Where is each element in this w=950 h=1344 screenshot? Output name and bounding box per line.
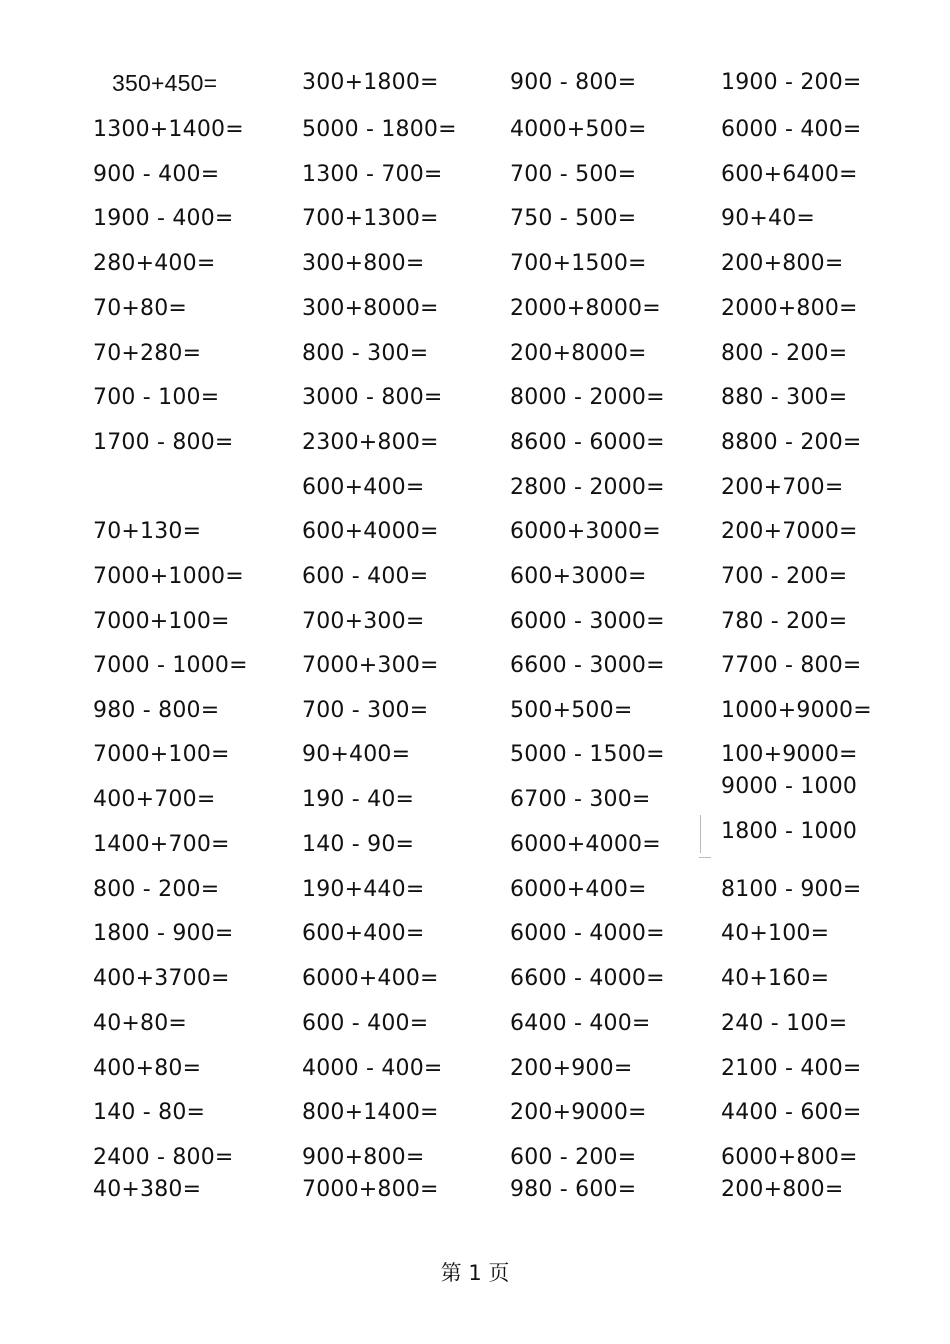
- arithmetic-problem: 7000 - 1000=: [93, 653, 248, 678]
- arithmetic-problem: 600+3000=: [510, 564, 647, 589]
- arithmetic-problem: 8100 - 900=: [721, 877, 862, 902]
- arithmetic-problem: 200+7000=: [721, 519, 858, 544]
- arithmetic-problem: 40+100=: [721, 921, 830, 946]
- arithmetic-problem: 900 - 400=: [93, 162, 220, 187]
- arithmetic-problem: 3000 - 800=: [302, 385, 443, 410]
- arithmetic-problem: 6000+4000=: [510, 832, 661, 857]
- arithmetic-problem: 900+800=: [302, 1145, 425, 1170]
- arithmetic-problem: 6600 - 3000=: [510, 653, 665, 678]
- arithmetic-problem: 8800 - 200=: [721, 430, 862, 455]
- arithmetic-problem: 7000+300=: [302, 653, 439, 678]
- arithmetic-problem: 700 - 500=: [510, 162, 637, 187]
- arithmetic-problem: 700 - 100=: [93, 385, 220, 410]
- arithmetic-problem: 200+900=: [510, 1056, 633, 1081]
- arithmetic-problem: 880 - 300=: [721, 385, 848, 410]
- arithmetic-problem: 4000 - 400=: [302, 1056, 443, 1081]
- arithmetic-problem: 900 - 800=: [510, 70, 637, 95]
- arithmetic-problem: 6000 - 4000=: [510, 921, 665, 946]
- arithmetic-problem: 600+400=: [302, 475, 425, 500]
- problem-column-4: [721, 0, 921, 1344]
- arithmetic-problem: 5000 - 1500=: [510, 742, 665, 767]
- arithmetic-problem: 40+380=: [93, 1177, 202, 1202]
- arithmetic-problem: 200+800=: [721, 1177, 844, 1202]
- arithmetic-problem: 1900 - 200=: [721, 70, 862, 95]
- arithmetic-problem: 200+9000=: [510, 1100, 647, 1125]
- arithmetic-problem: 1000+9000=: [721, 698, 872, 723]
- arithmetic-problem: 6000+400=: [510, 877, 647, 902]
- arithmetic-problem: 190+440=: [302, 877, 425, 902]
- arithmetic-problem: 4400 - 600=: [721, 1100, 862, 1125]
- arithmetic-problem: 1400+700=: [93, 832, 230, 857]
- arithmetic-problem: 200+700=: [721, 475, 844, 500]
- arithmetic-problem: 600 - 200=: [510, 1145, 637, 1170]
- arithmetic-problem: 1300+1400=: [93, 117, 244, 142]
- arithmetic-problem: 700+300=: [302, 609, 425, 634]
- scan-edge-mark: [699, 857, 711, 858]
- arithmetic-problem: 500+500=: [510, 698, 633, 723]
- arithmetic-problem: 300+800=: [302, 251, 425, 276]
- arithmetic-problem: 2000+800=: [721, 296, 858, 321]
- arithmetic-problem: 800 - 200=: [93, 877, 220, 902]
- arithmetic-problem: 5000 - 1800=: [302, 117, 457, 142]
- arithmetic-problem: 600+6400=: [721, 162, 858, 187]
- arithmetic-problem: 100+9000=: [721, 742, 858, 767]
- arithmetic-problem: 90+400=: [302, 742, 411, 767]
- arithmetic-problem: 1300 - 700=: [302, 162, 443, 187]
- arithmetic-problem: 70+80=: [93, 296, 188, 321]
- arithmetic-problem: 2100 - 400=: [721, 1056, 862, 1081]
- arithmetic-problem: 190 - 40=: [302, 787, 415, 812]
- arithmetic-problem: 40+160=: [721, 966, 830, 991]
- arithmetic-problem: 2000+8000=: [510, 296, 661, 321]
- arithmetic-problem: 7000+1000=: [93, 564, 244, 589]
- arithmetic-problem: 1700 - 800=: [93, 430, 234, 455]
- arithmetic-problem: 6700 - 300=: [510, 787, 651, 812]
- arithmetic-problem: 6000+400=: [302, 966, 439, 991]
- arithmetic-problem: 600+400=: [302, 921, 425, 946]
- arithmetic-problem: 300+1800=: [302, 70, 439, 95]
- arithmetic-problem: 2400 - 800=: [93, 1145, 234, 1170]
- arithmetic-problem: 6000 - 400=: [721, 117, 862, 142]
- problem-column-2: [302, 0, 502, 1344]
- arithmetic-problem: 980 - 600=: [510, 1177, 637, 1202]
- arithmetic-problem: 8000 - 2000=: [510, 385, 665, 410]
- arithmetic-problem: 300+8000=: [302, 296, 439, 321]
- arithmetic-problem: 1800 - 1000: [721, 819, 858, 844]
- arithmetic-problem: 1900 - 400=: [93, 206, 234, 231]
- scan-edge-mark: [700, 815, 701, 853]
- arithmetic-problem: 700 - 200=: [721, 564, 848, 589]
- arithmetic-problem: 7000+800=: [302, 1177, 439, 1202]
- arithmetic-problem: 600 - 400=: [302, 1011, 429, 1036]
- arithmetic-problem: 6000+3000=: [510, 519, 661, 544]
- arithmetic-problem: 400+80=: [93, 1056, 202, 1081]
- problem-column-3: [510, 0, 710, 1344]
- arithmetic-problem: 350+450=: [112, 70, 218, 96]
- arithmetic-problem: 70+130=: [93, 519, 202, 544]
- arithmetic-problem: 7000+100=: [93, 609, 230, 634]
- arithmetic-problem: 600+4000=: [302, 519, 439, 544]
- arithmetic-problem: 800+1400=: [302, 1100, 439, 1125]
- arithmetic-problem: 600 - 400=: [302, 564, 429, 589]
- arithmetic-problem: 750 - 500=: [510, 206, 637, 231]
- arithmetic-problem: 140 - 90=: [302, 832, 415, 857]
- arithmetic-problem: 700+1300=: [302, 206, 439, 231]
- arithmetic-problem: 700+1500=: [510, 251, 647, 276]
- arithmetic-problem: 1800 - 900=: [93, 921, 234, 946]
- arithmetic-problem: 800 - 200=: [721, 341, 848, 366]
- arithmetic-problem: 8600 - 6000=: [510, 430, 665, 455]
- arithmetic-problem: 6400 - 400=: [510, 1011, 651, 1036]
- arithmetic-problem: 4000+500=: [510, 117, 647, 142]
- arithmetic-problem: 780 - 200=: [721, 609, 848, 634]
- arithmetic-problem: 6000+800=: [721, 1145, 858, 1170]
- arithmetic-problem: 200+800=: [721, 251, 844, 276]
- arithmetic-problem: 70+280=: [93, 341, 202, 366]
- arithmetic-problem: 700 - 300=: [302, 698, 429, 723]
- arithmetic-problem: 6000 - 3000=: [510, 609, 665, 634]
- arithmetic-problem: 200+8000=: [510, 341, 647, 366]
- arithmetic-problem: 9000 - 1000: [721, 774, 858, 799]
- problem-column-1: [93, 0, 293, 1344]
- arithmetic-problem: 7700 - 800=: [721, 653, 862, 678]
- arithmetic-problem: 2300+800=: [302, 430, 439, 455]
- arithmetic-problem: 800 - 300=: [302, 341, 429, 366]
- arithmetic-problem: 400+700=: [93, 787, 216, 812]
- arithmetic-problem: 280+400=: [93, 251, 216, 276]
- arithmetic-problem: 7000+100=: [93, 742, 230, 767]
- arithmetic-problem: 90+40=: [721, 206, 816, 231]
- arithmetic-problem: 980 - 800=: [93, 698, 220, 723]
- arithmetic-problem: 400+3700=: [93, 966, 230, 991]
- arithmetic-problem: 6600 - 4000=: [510, 966, 665, 991]
- arithmetic-problem: 240 - 100=: [721, 1011, 848, 1036]
- page-number: 第 1 页: [440, 1261, 510, 1285]
- arithmetic-problem: 140 - 80=: [93, 1100, 206, 1125]
- arithmetic-problem: 2800 - 2000=: [510, 475, 665, 500]
- arithmetic-problem: 40+80=: [93, 1011, 188, 1036]
